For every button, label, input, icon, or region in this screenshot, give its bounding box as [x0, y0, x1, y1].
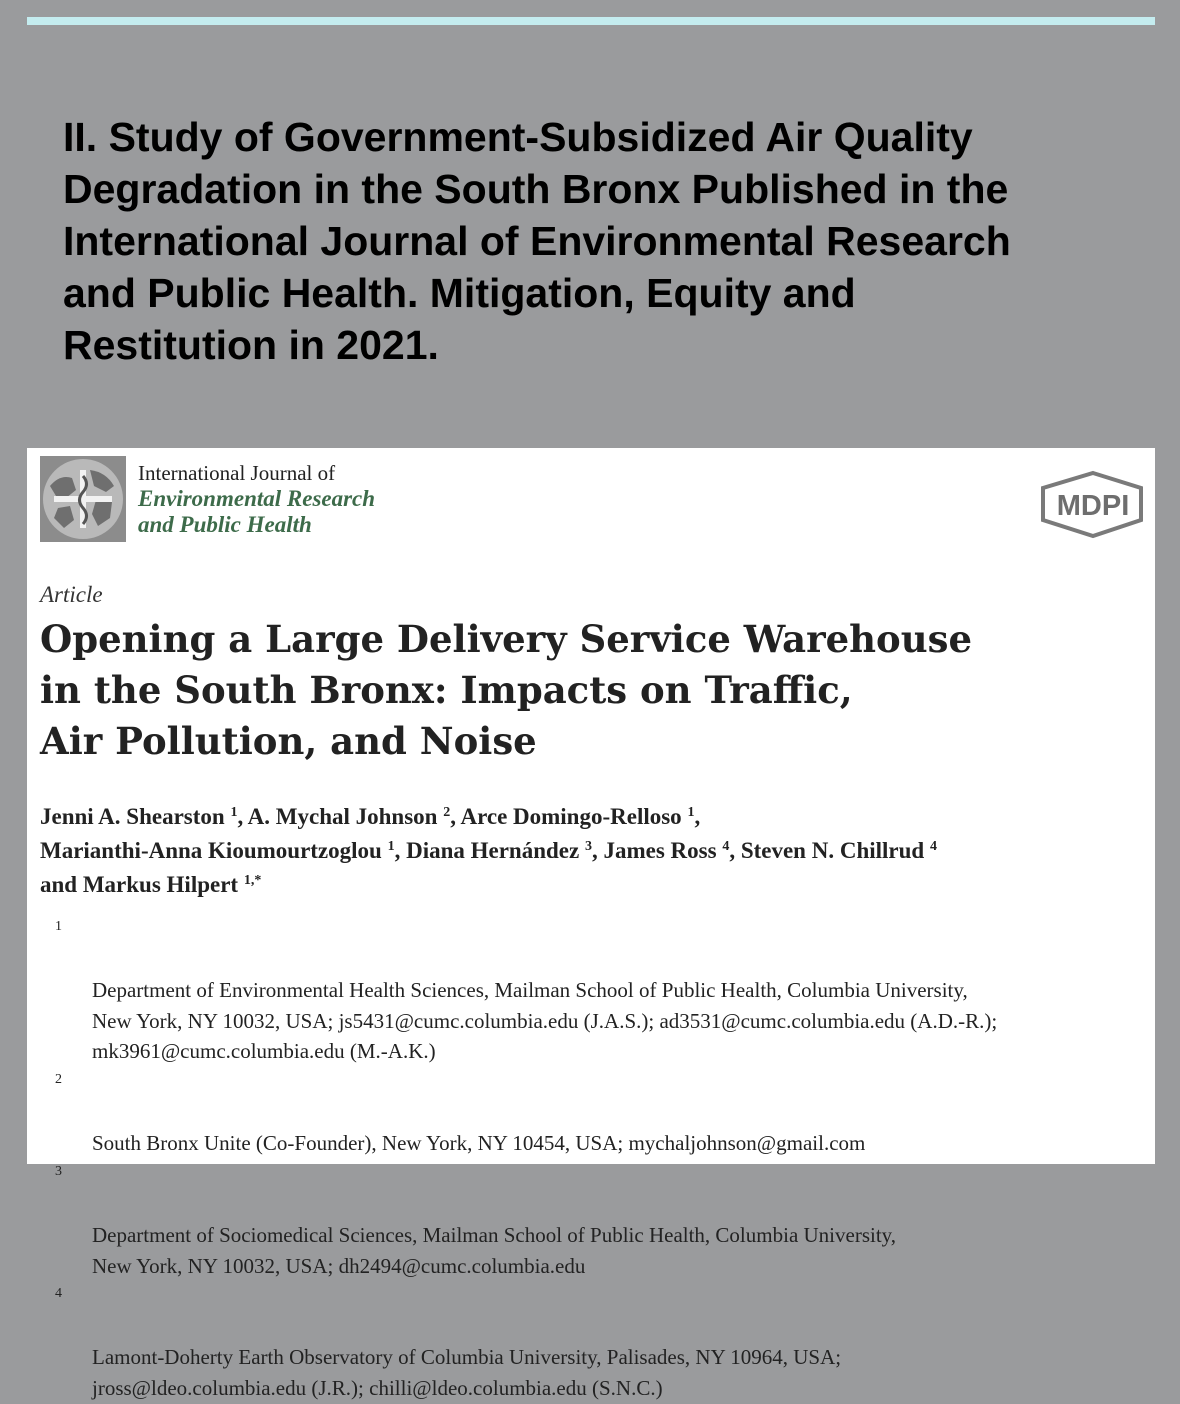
- affiliation-item: [40, 1159, 1140, 1281]
- affiliation-item: [40, 914, 1140, 1067]
- top-divider: [27, 17, 1155, 25]
- author-affil-ref: 2: [443, 805, 451, 820]
- author: Diana Hernández: [406, 838, 580, 863]
- author-affil-ref: 4: [722, 839, 730, 854]
- affiliation-text: Department of Sociomedical Sciences, Mailman School of Public Health, Columbia University, New York, NY 10032, USA; dh2494@cumc.columbia.edu: [92, 1222, 897, 1278]
- author-sep: ,: [237, 804, 248, 829]
- author-affil-ref: 1,*: [243, 873, 262, 888]
- author-sep: ,: [450, 804, 461, 829]
- author: A. Mychal Johnson: [247, 804, 438, 829]
- affiliation-text: Department of Environmental Health Sciences, Mailman School of Public Health, Columbia University, New York, NY 10032, USA; js5431@cumc.columbia.edu (J.A.S.); ad3531@cumc.columbia.edu (A.D.-R.); mk3961@cumc.columbia.edu (M.-A.K.): [92, 978, 998, 1064]
- paper-screenshot: [27, 448, 1155, 1400]
- author-sep: ,: [729, 838, 741, 863]
- author: Jenni A. Shearston: [40, 804, 225, 829]
- author-list: [40, 800, 1140, 902]
- page-heading: II. Study of Government-Subsidized Air Quality Degradation in the South Bronx Published in the International Journal of Environmental Research and Public Health. Mitigation, Equity and Restitution in 2021.: [63, 114, 1011, 368]
- author: Marianthi-Anna Kioumourtzoglou: [40, 838, 382, 863]
- article-type-label: Article: [40, 582, 103, 607]
- author: Steven N. Chillrud: [740, 838, 925, 863]
- author-affil-ref: 1: [230, 805, 238, 820]
- author-affil-ref: 3: [584, 839, 592, 854]
- affiliation-number: 2: [55, 1071, 62, 1087]
- article-title: Opening a Large Delivery Service Warehouse in the South Bronx: Impacts on Traffic, Air Pollution, and Noise: [40, 617, 972, 763]
- affiliation-item: [40, 1281, 1140, 1403]
- affiliation-text: Lamont-Doherty Earth Observatory of Columbia University, Palisades, NY 10964, USA; jross@ldeo.columbia.edu (J.R.); chilli@ldeo.columbia.edu (S.N.C.): [92, 1345, 842, 1400]
- affiliation-list: [40, 914, 1140, 1404]
- author-sep: ,: [694, 804, 701, 829]
- journal-globe-logo: [40, 456, 126, 542]
- author: James Ross: [603, 838, 717, 863]
- author-sep: ,: [394, 838, 407, 863]
- author-affil-ref: 1: [687, 805, 695, 820]
- author-sep: ,: [591, 838, 604, 863]
- affiliation-number: 4: [55, 1286, 62, 1302]
- affiliation-number: 3: [55, 1163, 62, 1179]
- affiliation-item: [40, 1067, 1140, 1159]
- author: and Markus Hilpert: [40, 872, 239, 897]
- author: Arce Domingo-Relloso: [460, 804, 682, 829]
- affiliation-text: South Bronx Unite (Co-Founder), New York, NY 10454, USA; mychaljohnson@gmail.com: [92, 1131, 866, 1156]
- author-affil-ref: 1: [387, 839, 395, 854]
- journal-line-2: Environmental Research: [138, 486, 376, 511]
- mdpi-logo: [1037, 470, 1149, 540]
- journal-line-3: and Public Health: [138, 512, 312, 537]
- journal-line-1: International Journal of: [138, 461, 336, 485]
- journal-name: [138, 460, 375, 538]
- author-affil-ref: 4: [929, 839, 937, 854]
- mdpi-logo-text: MDPI: [1056, 490, 1130, 522]
- affiliation-number: 1: [55, 919, 62, 934]
